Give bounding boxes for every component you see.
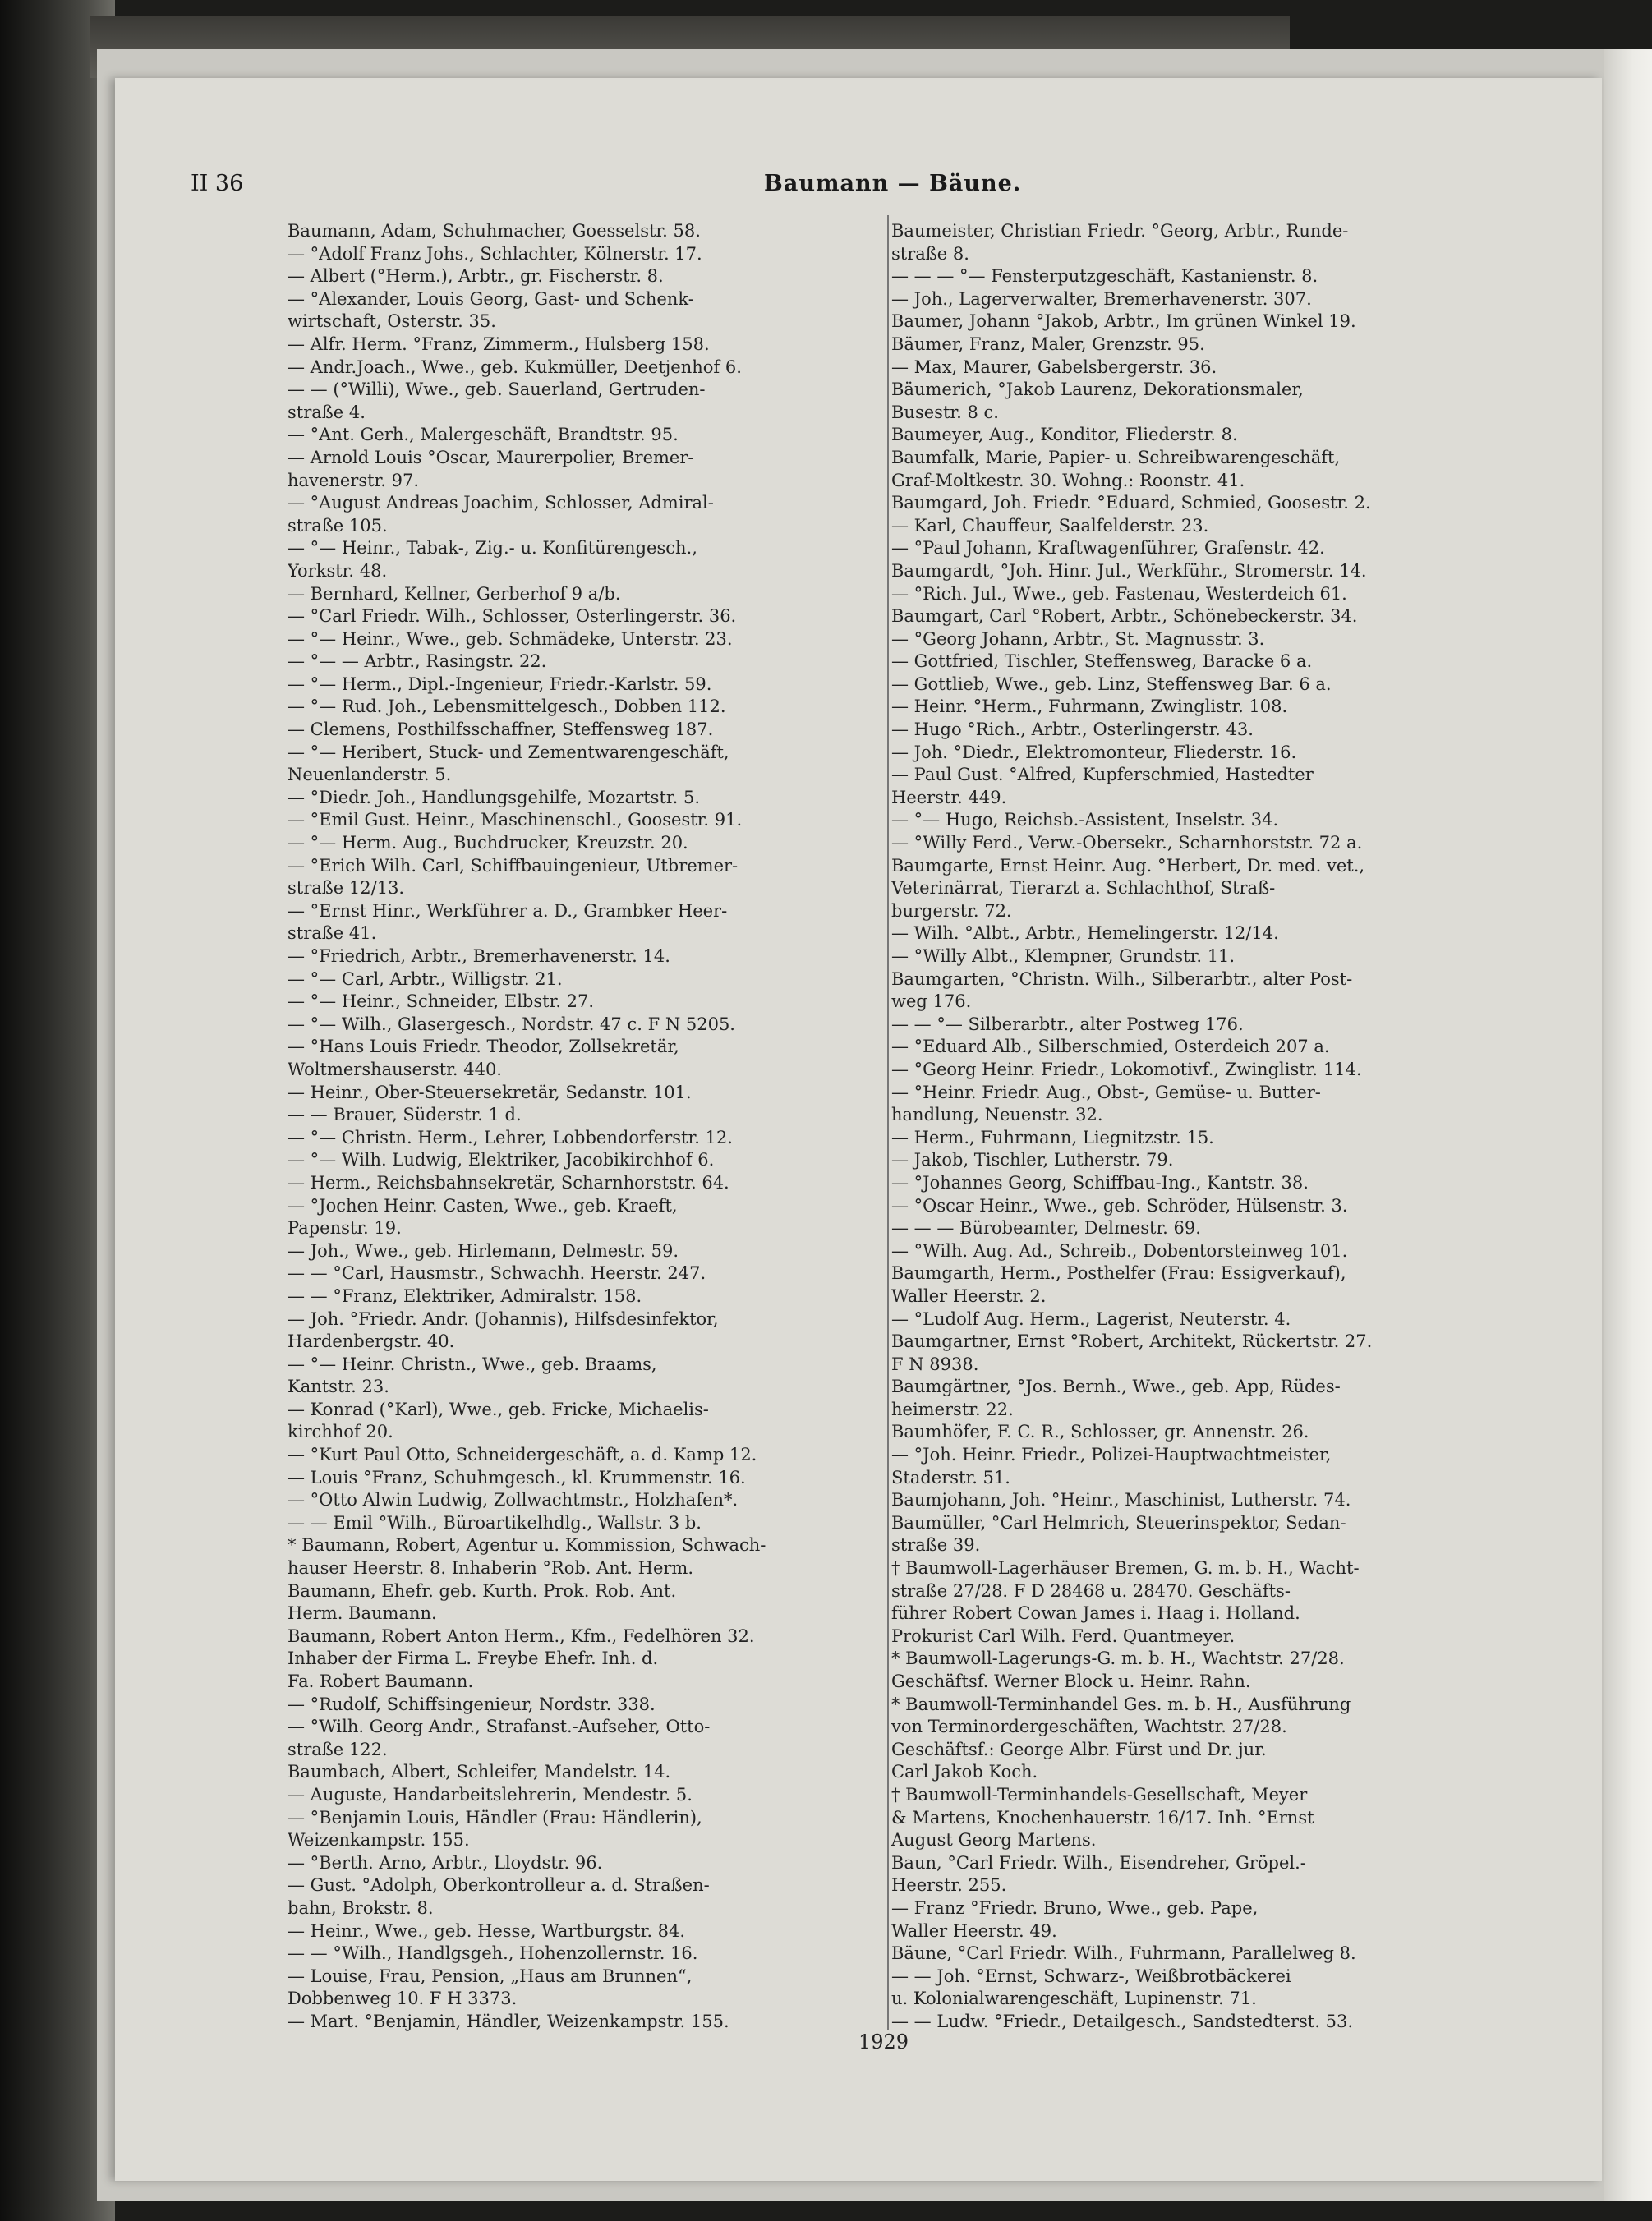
directory-entry-line: — °— Rud. Joh., Lebensmittelgesch., Dobben 112. [288, 697, 726, 717]
directory-entry-line: Geschäftsf.: George Albr. Fürst und Dr. jur. [891, 1739, 1267, 1759]
directory-entry-line: — Joh., Lagerverwalter, Bremerhavenerstr. 307. [891, 288, 1312, 309]
directory-entry-line: — °Emil Gust. Heinr., Maschinenschl., Goosestr. 91. [288, 810, 743, 830]
directory-entry-line: — Auguste, Handarbeitslehrerin, Mendestr. 5. [288, 1784, 693, 1805]
directory-entry-line: † Baumwoll-Terminhandels-Gesellschaft, Meyer [891, 1784, 1308, 1805]
directory-entry-line: August Georg Martens. [891, 1830, 1097, 1851]
directory-entry-line: — Joh., Wwe., geb. Hirlemann, Delmestr. 59. [288, 1240, 679, 1261]
directory-entry-line: Heerstr. 255. [891, 1875, 1007, 1896]
directory-entry-line: — Paul Gust. °Alfred, Kupferschmied, Hastedter [891, 765, 1314, 785]
directory-entry-line: — °— Heinr. Christn., Wwe., geb. Braams, [288, 1354, 657, 1374]
directory-entry-line: Papenstr. 19. [288, 1218, 402, 1239]
directory-entry-line: hauser Heerstr. 8. Inhaberin °Rob. Ant. Herm. [288, 1558, 693, 1579]
directory-entry-line: — °Eduard Alb., Silberschmied, Osterdeich 207 a. [891, 1037, 1330, 1057]
directory-entry-line: — °Benjamin Louis, Händler (Frau: Händlerin), [288, 1807, 702, 1828]
directory-entry-line: Dobbenweg 10. F H 3373. [288, 1989, 518, 2009]
directory-entry-line: — °Rudolf, Schiffsingenieur, Nordstr. 338. [288, 1694, 656, 1714]
directory-entry-line: Baumgardt, °Joh. Hinr. Jul., Werkführ., Stromerstr. 14. [891, 560, 1367, 581]
directory-entry-line: Baumjohann, Joh. °Heinr., Maschinist, Lutherstr. 74. [891, 1490, 1351, 1511]
directory-entry-line: — °— Christn. Herm., Lehrer, Lobbendorferstr. 12. [288, 1127, 733, 1147]
right-column [891, 220, 1483, 2034]
column-divider [887, 215, 889, 2030]
directory-entry-line: Kantstr. 23. [288, 1377, 389, 1397]
directory-entry-line: — Heinr. °Herm., Fuhrmann, Zwinglistr. 108. [891, 697, 1288, 717]
directory-entry-line: — Jakob, Tischler, Lutherstr. 79. [891, 1150, 1174, 1170]
directory-entry-line: havenerstr. 97. [288, 470, 420, 490]
directory-entry-line: — Albert (°Herm.), Arbtr., gr. Fischerstr. 8. [288, 266, 664, 287]
directory-entry-line: — °Georg Johann, Arbtr., St. Magnusstr. 3. [891, 628, 1265, 649]
directory-entry-line: † Baumwoll-Lagerhäuser Bremen, G. m. b. H., Wacht- [891, 1558, 1360, 1579]
directory-entry-line: Hardenbergstr. 40. [288, 1331, 455, 1352]
directory-entry-line: & Martens, Knochenhauerstr. 16/17. Inh. °Ernst [891, 1807, 1314, 1828]
directory-entry-line: Baumgarth, Herm., Posthelfer (Frau: Essigverkauf), [891, 1263, 1346, 1284]
directory-entry-line: — °Joh. Heinr. Friedr., Polizei-Hauptwachtmeister, [891, 1445, 1332, 1465]
directory-entry-line: u. Kolonialwarengeschäft, Lupinenstr. 71. [891, 1989, 1257, 2009]
directory-entry-line: weg 176. [891, 991, 972, 1012]
directory-entry-line: — — °Franz, Elektriker, Admiralstr. 158. [288, 1285, 642, 1306]
directory-entry-line: Heerstr. 449. [891, 787, 1007, 807]
directory-entry-line: — °Johannes Georg, Schiffbau-Ing., Kantstr. 38. [891, 1172, 1309, 1193]
directory-entry-line: Baumann, Robert Anton Herm., Kfm., Fedelhören 32. [288, 1626, 755, 1646]
directory-entry-line: Prokurist Carl Wilh. Ferd. Quantmeyer. [891, 1626, 1236, 1646]
directory-entry-line: — Max, Maurer, Gabelsbergerstr. 36. [891, 356, 1217, 377]
directory-entry-line: Baumann, Adam, Schuhmacher, Goesselstr. 58. [288, 221, 701, 241]
running-title: Baumann — Bäune. [764, 171, 1022, 196]
directory-entry-line: — °Rich. Jul., Wwe., geb. Fastenau, Westerdeich 61. [891, 583, 1347, 604]
directory-entry-line: Bäune, °Carl Friedr. Wilh., Fuhrmann, Parallelweg 8. [891, 1943, 1356, 1964]
directory-entry-line: — Louise, Frau, Pension, „Haus am Brunnen“, [288, 1966, 693, 1986]
directory-entry-line: heimerstr. 22. [891, 1399, 1014, 1419]
directory-entry-line: Baumeister, Christian Friedr. °Georg, Arbtr., Runde- [891, 221, 1349, 241]
directory-entry-line: — °— Heribert, Stuck- und Zementwarengeschäft, [288, 742, 729, 762]
directory-entry-line: — °Ant. Gerh., Malergeschäft, Brandtstr. 95. [288, 425, 679, 445]
directory-entry-line: — Herm., Fuhrmann, Liegnitzstr. 15. [891, 1127, 1214, 1147]
directory-entry-line: — Louis °Franz, Schuhmgesch., kl. Krummenstr. 16. [288, 1467, 746, 1488]
directory-entry-line: Baumann, Ehefr. geb. Kurth. Prok. Rob. Ant. [288, 1580, 677, 1601]
directory-entry-line: — Gottfried, Tischler, Steffensweg, Baracke 6 a. [891, 651, 1313, 672]
directory-entry-line: — Karl, Chauffeur, Saalfelderstr. 23. [891, 515, 1209, 536]
directory-entry-line: — Alfr. Herm. °Franz, Zimmerm., Hulsberg 158. [288, 333, 710, 354]
directory-entry-line: — — Emil °Wilh., Büroartikelhdlg., Wallstr. 3 b. [288, 1512, 702, 1533]
directory-entry-line: — Bernhard, Kellner, Gerberhof 9 a/b. [288, 583, 621, 604]
directory-entry-line: straße 41. [288, 923, 377, 944]
directory-entry-line: — °— — Arbtr., Rasingstr. 22. [288, 651, 547, 672]
directory-entry-line: Herm. Baumann. [288, 1603, 437, 1624]
directory-entry-line: Baumhöfer, F. C. R., Schlosser, gr. Annenstr. 26. [891, 1422, 1309, 1442]
directory-entry-line: — Heinr., Wwe., geb. Hesse, Wartburgstr. 84. [288, 1920, 686, 1941]
directory-entry-line: Carl Jakob Koch. [891, 1762, 1038, 1782]
directory-entry-line: — — °Wilh., Handlgsgeh., Hohenzollernstr. 16. [288, 1943, 698, 1964]
directory-entry-line: — °— Herm. Aug., Buchdrucker, Kreuzstr. 20. [288, 833, 688, 853]
directory-entry-line: Neuenlanderstr. 5. [288, 765, 452, 785]
directory-entry-line: — °— Hugo, Reichsb.-Assistent, Inselstr. 34. [891, 810, 1279, 830]
directory-entry-line: Baumüller, °Carl Helmrich, Steuerinspektor, Sedan- [891, 1512, 1346, 1533]
directory-entry-line: — — Ludw. °Friedr., Detailgesch., Sandstedterst. 53. [891, 2011, 1353, 2031]
directory-entry-line: — Gottlieb, Wwe., geb. Linz, Steffensweg Bar. 6 a. [891, 674, 1332, 694]
directory-entry-line: Woltmershauserstr. 440. [288, 1059, 502, 1079]
directory-entry-line: Graf-Moltkestr. 30. Wohng.: Roonstr. 41. [891, 470, 1245, 490]
footer-year: 1929 [858, 2030, 909, 2053]
directory-entry-line: Veterinärrat, Tierarzt a. Schlachthof, Straß- [891, 878, 1276, 899]
directory-entry-line: — °— Heinr., Wwe., geb. Schmädeke, Unterstr. 23. [288, 628, 733, 649]
directory-entry-line: straße 105. [288, 515, 388, 536]
directory-entry-line: — °Jochen Heinr. Casten, Wwe., geb. Kraeft, [288, 1195, 678, 1216]
directory-entry-line: — °Willy Albt., Klempner, Grundstr. 11. [891, 946, 1236, 966]
directory-entry-line: Baun, °Carl Friedr. Wilh., Eisendreher, Gröpel.- [891, 1852, 1306, 1873]
directory-entry-line: — Herm., Reichsbahnsekretär, Scharnhorststr. 64. [288, 1172, 729, 1193]
directory-entry-line: — Clemens, Posthilfsschaffner, Steffensweg 187. [288, 720, 714, 740]
directory-entry-line: — Heinr., Ober-Steuersekretär, Sedanstr. 101. [288, 1082, 692, 1102]
directory-entry-line: Baumgarte, Ernst Heinr. Aug. °Herbert, Dr. med. vet., [891, 855, 1365, 876]
directory-entry-line: — Arnold Louis °Oscar, Maurerpolier, Bremer- [288, 447, 694, 467]
directory-entry-line: — — (°Willi), Wwe., geb. Sauerland, Gertruden- [288, 379, 706, 400]
directory-entry-line: straße 8. [891, 243, 969, 264]
directory-entry-line: Staderstr. 51. [891, 1467, 1010, 1488]
directory-entry-line: — °Willy Ferd., Verw.-Obersekr., Scharnhorststr. 72 a. [891, 833, 1363, 853]
directory-entry-line: handlung, Neuenstr. 32. [891, 1105, 1103, 1125]
directory-entry-line: burgerstr. 72. [891, 900, 1012, 921]
directory-entry-line: Busestr. 8 c. [891, 402, 999, 422]
directory-entry-line: — °— Carl, Arbtr., Willigstr. 21. [288, 968, 563, 989]
directory-entry-line: — °Carl Friedr. Wilh., Schlosser, Osterlingerstr. 36. [288, 606, 737, 627]
directory-entry-line: — °— Heinr., Tabak-, Zig.- u. Konfitürengesch., [288, 538, 697, 559]
directory-entry-line: — Wilh. °Albt., Arbtr., Hemelingerstr. 12/14. [891, 923, 1279, 944]
directory-entry-line: Baumfalk, Marie, Papier- u. Schreibwarengeschäft, [891, 447, 1341, 467]
directory-entry-line: Inhaber der Firma L. Freybe Ehefr. Inh. d. [288, 1649, 659, 1669]
directory-entry-line: Baumer, Johann °Jakob, Arbtr., Im grünen Winkel 19. [891, 311, 1356, 332]
directory-entry-line: — °Otto Alwin Ludwig, Zollwachtmstr., Holzhafen*. [288, 1490, 739, 1511]
directory-entry-line: Bäumerich, °Jakob Laurenz, Dekorationsmaler, [891, 379, 1304, 400]
directory-entry-line: Geschäftsf. Werner Block u. Heinr. Rahn. [891, 1671, 1251, 1691]
directory-entry-line: straße 122. [288, 1739, 388, 1759]
directory-entry-line: — Franz °Friedr. Bruno, Wwe., geb. Pape, [891, 1897, 1259, 1918]
directory-entry-line: Weizenkampstr. 155. [288, 1830, 470, 1851]
page-right-edge [1604, 49, 1652, 2201]
directory-entry-line: — °Ernst Hinr., Werkführer a. D., Grambker Heer- [288, 900, 728, 921]
directory-entry-line: — Hugo °Rich., Arbtr., Osterlingerstr. 43. [891, 720, 1254, 740]
directory-entry-line: Bäumer, Franz, Maler, Grenzstr. 95. [891, 333, 1205, 354]
directory-entry-line: Baumgard, Joh. Friedr. °Eduard, Schmied, Goosestr. 2. [891, 493, 1371, 513]
page-number: II 36 [191, 171, 244, 196]
directory-entry-line: — — °— Silberarbtr., alter Postweg 176. [891, 1014, 1244, 1034]
directory-entry-line: F N 8938. [891, 1354, 979, 1374]
directory-entry-line: führer Robert Cowan James i. Haag i. Holland. [891, 1603, 1300, 1624]
directory-entry-line: — °— Herm., Dipl.-Ingenieur, Friedr.-Karlstr. 59. [288, 674, 712, 694]
directory-entry-line: — Konrad (°Karl), Wwe., geb. Fricke, Michaelis- [288, 1399, 709, 1419]
left-column [288, 220, 879, 2034]
directory-entry-line: — °Paul Johann, Kraftwagenführer, Grafenstr. 42. [891, 538, 1325, 559]
directory-entry-line: Waller Heerstr. 2. [891, 1285, 1047, 1306]
directory-entry-line: Baumgärtner, °Jos. Bernh., Wwe., geb. App, Rüdes- [891, 1377, 1341, 1397]
directory-entry-line: — °— Wilh., Glasergesch., Nordstr. 47 c. F N 5205. [288, 1014, 735, 1034]
directory-entry-line: bahn, Brokstr. 8. [288, 1897, 434, 1918]
directory-entry-line: — Mart. °Benjamin, Händler, Weizenkampstr. 155. [288, 2011, 729, 2031]
directory-entry-line: — — Brauer, Süderstr. 1 d. [288, 1105, 522, 1125]
directory-entry-line: — °Erich Wilh. Carl, Schiffbauingenieur, Utbremer- [288, 855, 739, 876]
directory-entry-line: * Baumwoll-Terminhandel Ges. m. b. H., Ausführung [891, 1694, 1351, 1714]
directory-entry-line: — — — °— Fensterputzgeschäft, Kastanienstr. 8. [891, 266, 1318, 287]
directory-entry-line: — °Diedr. Joh., Handlungsgehilfe, Mozartstr. 5. [288, 787, 701, 807]
directory-entry-line: — — °Carl, Hausmstr., Schwachh. Heerstr. 247. [288, 1263, 706, 1284]
directory-entry-line: — °Wilh. Georg Andr., Strafanst.-Aufseher, Otto- [288, 1717, 711, 1737]
directory-entry-line: Fa. Robert Baumann. [288, 1671, 474, 1691]
directory-entry-line: — °Oscar Heinr., Wwe., geb. Schröder, Hülsenstr. 3. [891, 1195, 1348, 1216]
directory-entry-line: — °— Wilh. Ludwig, Elektriker, Jacobikirchhof 6. [288, 1150, 715, 1170]
directory-entry-line: — Joh. °Diedr., Elektromonteur, Fliederstr. 16. [891, 742, 1297, 762]
directory-entry-line: straße 27/28. F D 28468 u. 28470. Geschäfts- [891, 1580, 1291, 1601]
directory-entry-line: — °Georg Heinr. Friedr., Lokomotivf., Zwinglistr. 114. [891, 1059, 1362, 1079]
directory-entry-line: — °Alexander, Louis Georg, Gast- und Schenk- [288, 288, 694, 309]
directory-entry-line: — °Berth. Arno, Arbtr., Lloydstr. 96. [288, 1852, 603, 1873]
directory-entry-line: wirtschaft, Osterstr. 35. [288, 311, 496, 332]
directory-entry-line: — Joh. °Friedr. Andr. (Johannis), Hilfsdesinfektor, [288, 1308, 719, 1329]
directory-entry-line: Waller Heerstr. 49. [891, 1920, 1057, 1941]
directory-entry-line: — °Friedrich, Arbtr., Bremerhavenerstr. 14. [288, 946, 670, 966]
directory-entry-line: — °— Heinr., Schneider, Elbstr. 27. [288, 991, 595, 1012]
directory-entry-line: Baumeyer, Aug., Konditor, Fliederstr. 8. [891, 425, 1238, 445]
directory-entry-line: * Baumwoll-Lagerungs-G. m. b. H., Wachtstr. 27/28. [891, 1649, 1345, 1669]
directory-entry-line: — °Wilh. Aug. Ad., Schreib., Dobentorsteinweg 101. [891, 1240, 1348, 1261]
directory-entry-line: Yorkstr. 48. [288, 560, 388, 581]
directory-entry-line: kirchhof 20. [288, 1422, 393, 1442]
directory-entry-line: — °Adolf Franz Johs., Schlachter, Kölnerstr. 17. [288, 243, 702, 264]
directory-entry-line: — — Joh. °Ernst, Schwarz-, Weißbrotbäckerei [891, 1966, 1291, 1986]
directory-entry-line: — °Heinr. Friedr. Aug., Obst-, Gemüse- u. Butter- [891, 1082, 1321, 1102]
directory-entry-line: straße 12/13. [288, 878, 405, 899]
directory-entry-line: straße 39. [891, 1535, 981, 1556]
directory-entry-line: — °Hans Louis Friedr. Theodor, Zollsekretär, [288, 1037, 679, 1057]
directory-entry-line: Baumgartner, Ernst °Robert, Architekt, Rückertstr. 27. [891, 1331, 1373, 1352]
directory-entry-line: straße 4. [288, 402, 366, 422]
directory-entry-line: Baumgart, Carl °Robert, Arbtr., Schönebeckerstr. 34. [891, 606, 1358, 627]
directory-entry-line: — Andr.Joach., Wwe., geb. Kukmüller, Deetjenhof 6. [288, 356, 742, 377]
directory-entry-line: — °August Andreas Joachim, Schlosser, Admiral- [288, 493, 714, 513]
directory-entry-line: — Gust. °Adolph, Oberkontrolleur a. d. Straßen- [288, 1875, 710, 1896]
directory-entry-line: Baumbach, Albert, Schleifer, Mandelstr. 14. [288, 1762, 671, 1782]
directory-entry-line: * Baumann, Robert, Agentur u. Kommission, Schwach- [288, 1535, 766, 1556]
directory-entry-line: Baumgarten, °Christn. Wilh., Silberarbtr., alter Post- [891, 968, 1353, 989]
directory-entry-line: — — — Bürobeamter, Delmestr. 69. [891, 1218, 1201, 1239]
directory-entry-line: — °Ludolf Aug. Herm., Lagerist, Neuterstr. 4. [891, 1308, 1291, 1329]
directory-entry-line: von Terminordergeschäften, Wachtstr. 27/28. [891, 1717, 1287, 1737]
directory-entry-line: — °Kurt Paul Otto, Schneidergeschäft, a. d. Kamp 12. [288, 1445, 757, 1465]
